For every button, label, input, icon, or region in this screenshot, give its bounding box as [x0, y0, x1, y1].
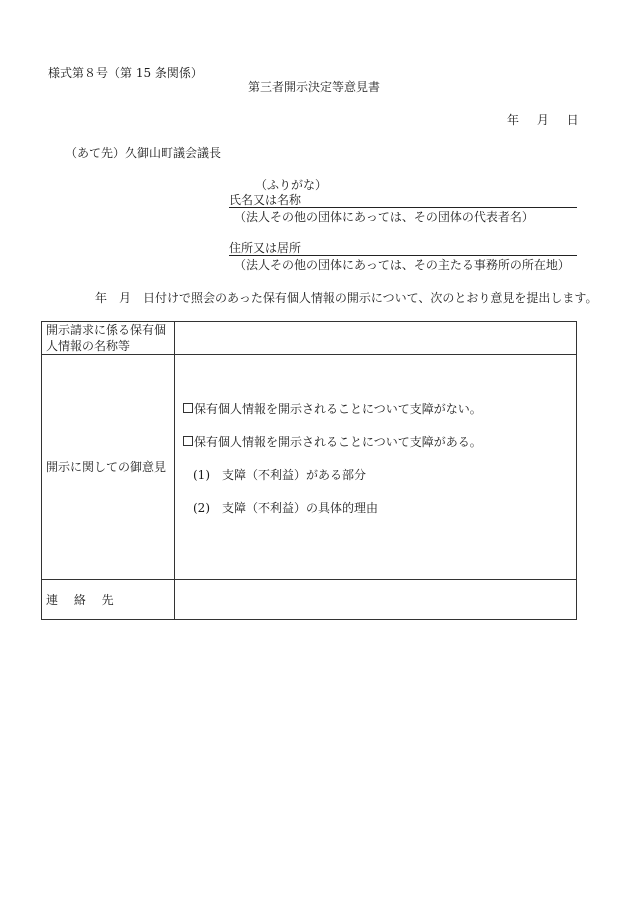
contact-field[interactable]	[175, 580, 577, 620]
body-sentence: 年 月 日付けで照会のあった保有個人情報の開示について、次のとおり意見を提出します。	[95, 291, 598, 305]
name-field[interactable]: 氏名又は名称	[229, 194, 577, 208]
opinion-option-label: 保有個人情報を開示されることについて支障がない。	[194, 402, 482, 416]
opinion-form-table	[41, 321, 577, 620]
table-row	[42, 580, 577, 620]
opinion-option-label: 保有個人情報を開示されることについて支障がある。	[194, 435, 482, 449]
table-row	[42, 355, 577, 580]
row-label-info-name: 開示請求に係る保有個人情報の名称等	[42, 322, 175, 355]
addressee: （あて先）久御山町議会議長	[65, 146, 222, 160]
form-number: 様式第８号（第 15 条関係）	[48, 66, 203, 80]
checkbox-icon[interactable]	[183, 436, 193, 446]
opinion-sub-item: (1) 支障（不利益）がある部分	[193, 468, 366, 482]
address-note: （法人その他の団体にあっては、その主たる事務所の所在地）	[234, 258, 570, 272]
opinion-field[interactable]	[175, 355, 577, 580]
opinion-option-no-issue[interactable]	[183, 401, 572, 434]
row-label-contact: 連 絡 先	[42, 580, 175, 620]
checkbox-icon[interactable]	[183, 403, 193, 413]
opinion-option-has-issue[interactable]	[183, 434, 572, 467]
name-note: （法人その他の団体にあっては、その団体の代表者名）	[234, 210, 534, 224]
opinion-sub-item: (2) 支障（不利益）の具体的理由	[193, 501, 378, 515]
date-line: 年 月 日	[507, 113, 579, 127]
address-field[interactable]: 住所又は居所	[229, 242, 577, 256]
table-row	[42, 322, 577, 355]
document-title: 第三者開示決定等意見書	[248, 80, 381, 94]
row-label-opinion: 開示に関しての御意見	[42, 355, 175, 580]
info-name-field[interactable]	[175, 322, 577, 355]
furigana-label: （ふりがな）	[255, 178, 328, 192]
